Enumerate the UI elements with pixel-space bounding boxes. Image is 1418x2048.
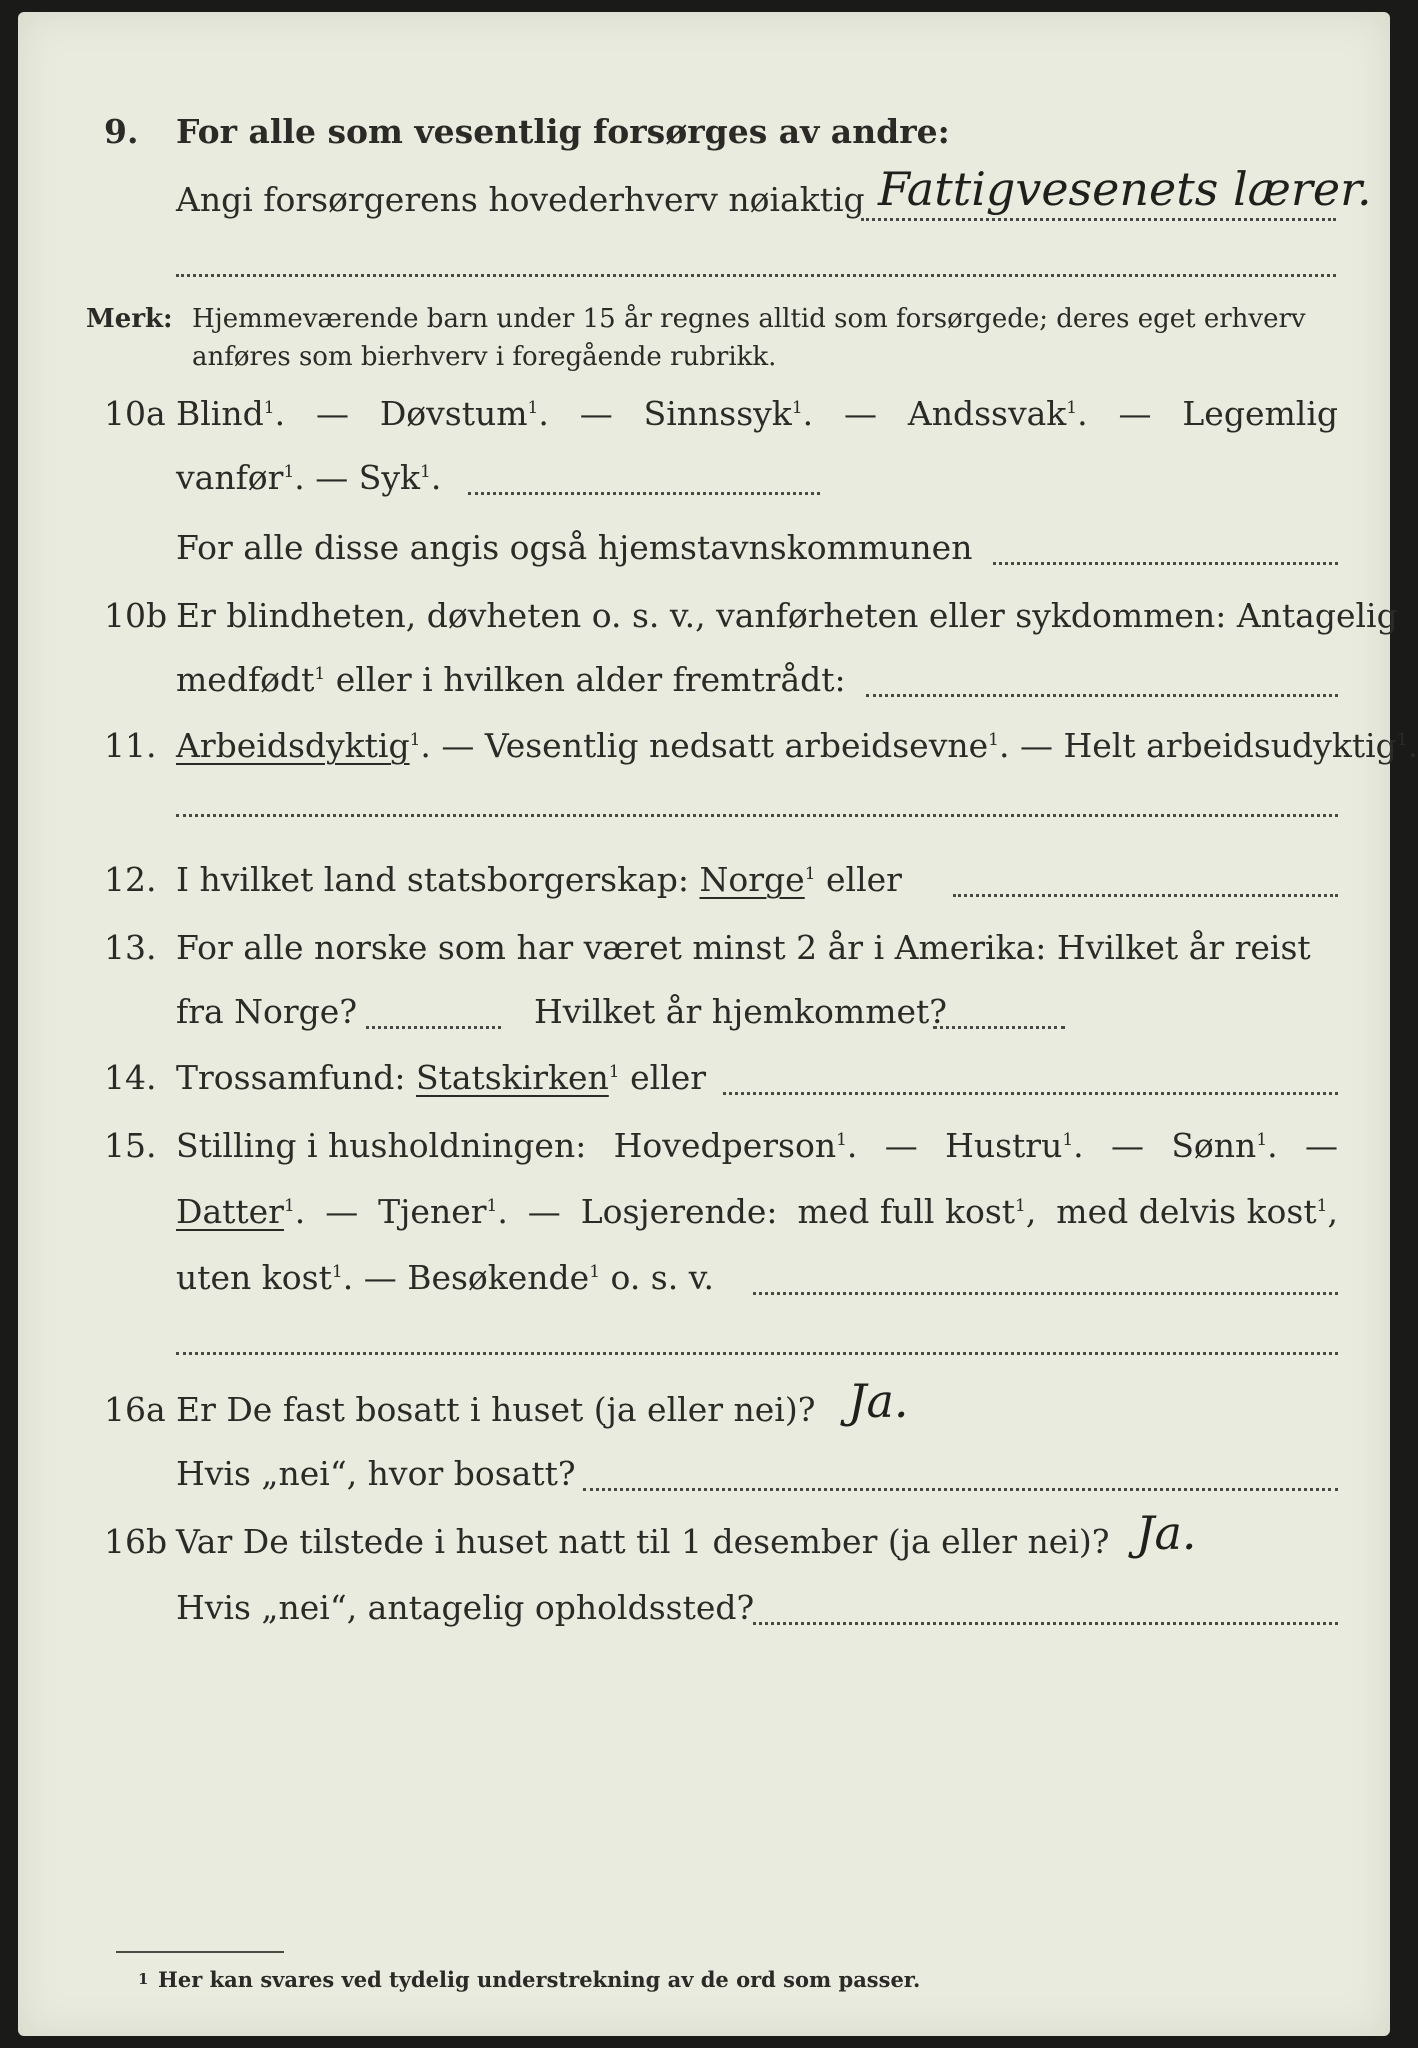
q10a-number: 10a: [104, 394, 166, 433]
q9-handwritten-answer: Fattigvesenets lærer.: [878, 162, 1372, 216]
q15-number: 15.: [104, 1126, 157, 1165]
opt-andssvak: Andssvak$^1$.: [907, 394, 1088, 433]
q16b-line2: Hvis „nei“, antagelig opholdssted?: [176, 1588, 755, 1627]
dash-2: —: [579, 394, 613, 433]
q15-answer-line[interactable]: [753, 1292, 1338, 1295]
q10b-line2: medfødt$^1$ eller i hvilken alder fremtrådt:: [176, 660, 846, 699]
q12-number: 12.: [104, 860, 157, 899]
footnote-divider: [116, 1951, 284, 1953]
merk-label: Merk:: [86, 304, 173, 334]
q16a-line2: Hvis „nei“, hvor bosatt?: [176, 1454, 576, 1493]
q10b-line1: Er blindheten, døvheten o. s. v., vanførheten eller sykdommen: Antagelig: [176, 596, 1398, 635]
q14-number: 14.: [104, 1058, 157, 1097]
form-page: [18, 12, 1418, 2036]
q13-reist-line[interactable]: [366, 1026, 501, 1029]
opt-norge-underlined: Norge: [699, 860, 805, 899]
q16b-number: 16b: [104, 1522, 168, 1561]
q13-hjemkommet: Hvilket år hjemkommet?: [534, 992, 947, 1031]
q12-text: I hvilket land statsborgerskap: Norge$^1$ eller: [176, 860, 902, 899]
q10b-answer-line[interactable]: [866, 694, 1338, 697]
dash-5: —: [315, 458, 349, 497]
opt-arbeidsdyktig-underlined: Arbeidsdyktig: [176, 726, 410, 765]
opt-syk: Syk: [358, 458, 421, 497]
opt-vanfor: vanfør: [176, 458, 284, 497]
q11-options: Arbeidsdyktig$^1$. — Vesentlig nedsatt arbeidsevne$^1$. — Helt arbeidsudyktig$^1$.: [176, 726, 1418, 765]
q13-line1: For alle norske som har været minst 2 år i Amerika: Hvilket år reist: [176, 928, 1311, 967]
q16a-answer-line[interactable]: [583, 1488, 1338, 1491]
opt-nedsatt: Vesentlig nedsatt arbeidsevne: [484, 726, 989, 765]
q13-number: 13.: [104, 928, 157, 967]
q10a-hjemstavn: For alle disse angis også hjemstavnskommunen: [176, 528, 973, 567]
q15-line2: Datter$^1$. — Tjener$^1$. — Losjerende: med full kost$^1$, med delvis kost$^1$,: [176, 1192, 1338, 1231]
dash-1: —: [315, 394, 349, 433]
q10a-hjemstavn-line[interactable]: [993, 562, 1338, 565]
q10a-syk-line[interactable]: [468, 492, 820, 495]
footnote-mark: 1: [138, 1970, 149, 1988]
opt-udyktig: Helt arbeidsudyktig: [1063, 726, 1397, 765]
q16a-number: 16a: [104, 1390, 166, 1429]
opt-sinnssyk: Sinnssyk$^1$.: [643, 394, 814, 433]
q15-extra-line[interactable]: [176, 1352, 1338, 1355]
q12-answer-line[interactable]: [953, 894, 1338, 897]
q10a-options: [176, 394, 1338, 433]
q13-hjemkommet-line[interactable]: [933, 1026, 1065, 1029]
q11-number: 11.: [104, 726, 157, 765]
q16a-line1: Er De fast bosatt i huset (ja eller nei)?: [176, 1390, 816, 1429]
opt-statskirken-underlined: Statskirken: [415, 1058, 609, 1097]
q9-prompt: Angi forsørgerens hovederhverv nøiaktig: [176, 180, 865, 219]
merk-line2: anføres som bierhverv i foregående rubrikk.: [192, 342, 777, 372]
merk-line1: Hjemmeværende barn under 15 år regnes alltid som forsørgede; deres eget erhverv: [192, 304, 1306, 334]
q13-reist: fra Norge?: [176, 992, 358, 1031]
dash-3: —: [844, 394, 878, 433]
q16b-answer-line[interactable]: [753, 1622, 1338, 1625]
q10a-row2-text: vanfør$^1$. — Syk$^1$.: [176, 458, 442, 497]
q9-answer-line[interactable]: [861, 218, 1336, 221]
opt-dovstum: Døvstum$^1$.: [379, 394, 549, 433]
q16b-handwritten-answer: Ja.: [1136, 1506, 1197, 1560]
q9-title: For alle som vesentlig forsørges av andre:: [176, 112, 950, 151]
opt-blind: Blind$^1$.: [176, 394, 286, 433]
q14-text: Trossamfund: Statskirken$^1$ eller: [176, 1058, 707, 1097]
opt-datter-underlined: Datter: [176, 1192, 284, 1231]
q10b-number: 10b: [104, 596, 168, 635]
q9-number: 9.: [104, 112, 139, 151]
q14-answer-line[interactable]: [723, 1092, 1338, 1095]
dash-4: —: [1118, 394, 1152, 433]
footnote-text: Her kan svares ved tydelig understrekning av de ord som passer.: [158, 1967, 921, 1992]
opt-legemlig: Legemlig: [1182, 394, 1338, 433]
q15-line1: Stilling i husholdningen: Hovedperson$^1$. — Hustru$^1$. — Sønn$^1$. —: [176, 1126, 1338, 1165]
q16a-handwritten-answer: Ja.: [848, 1374, 909, 1428]
q16b-line1: Var De tilstede i huset natt til 1 desember (ja eller nei)?: [176, 1522, 1110, 1561]
q11-extra-line[interactable]: [176, 814, 1338, 817]
q15-line3: uten kost$^1$. — Besøkende$^1$ o. s. v.: [176, 1258, 714, 1297]
q9-extra-line[interactable]: [176, 274, 1336, 277]
